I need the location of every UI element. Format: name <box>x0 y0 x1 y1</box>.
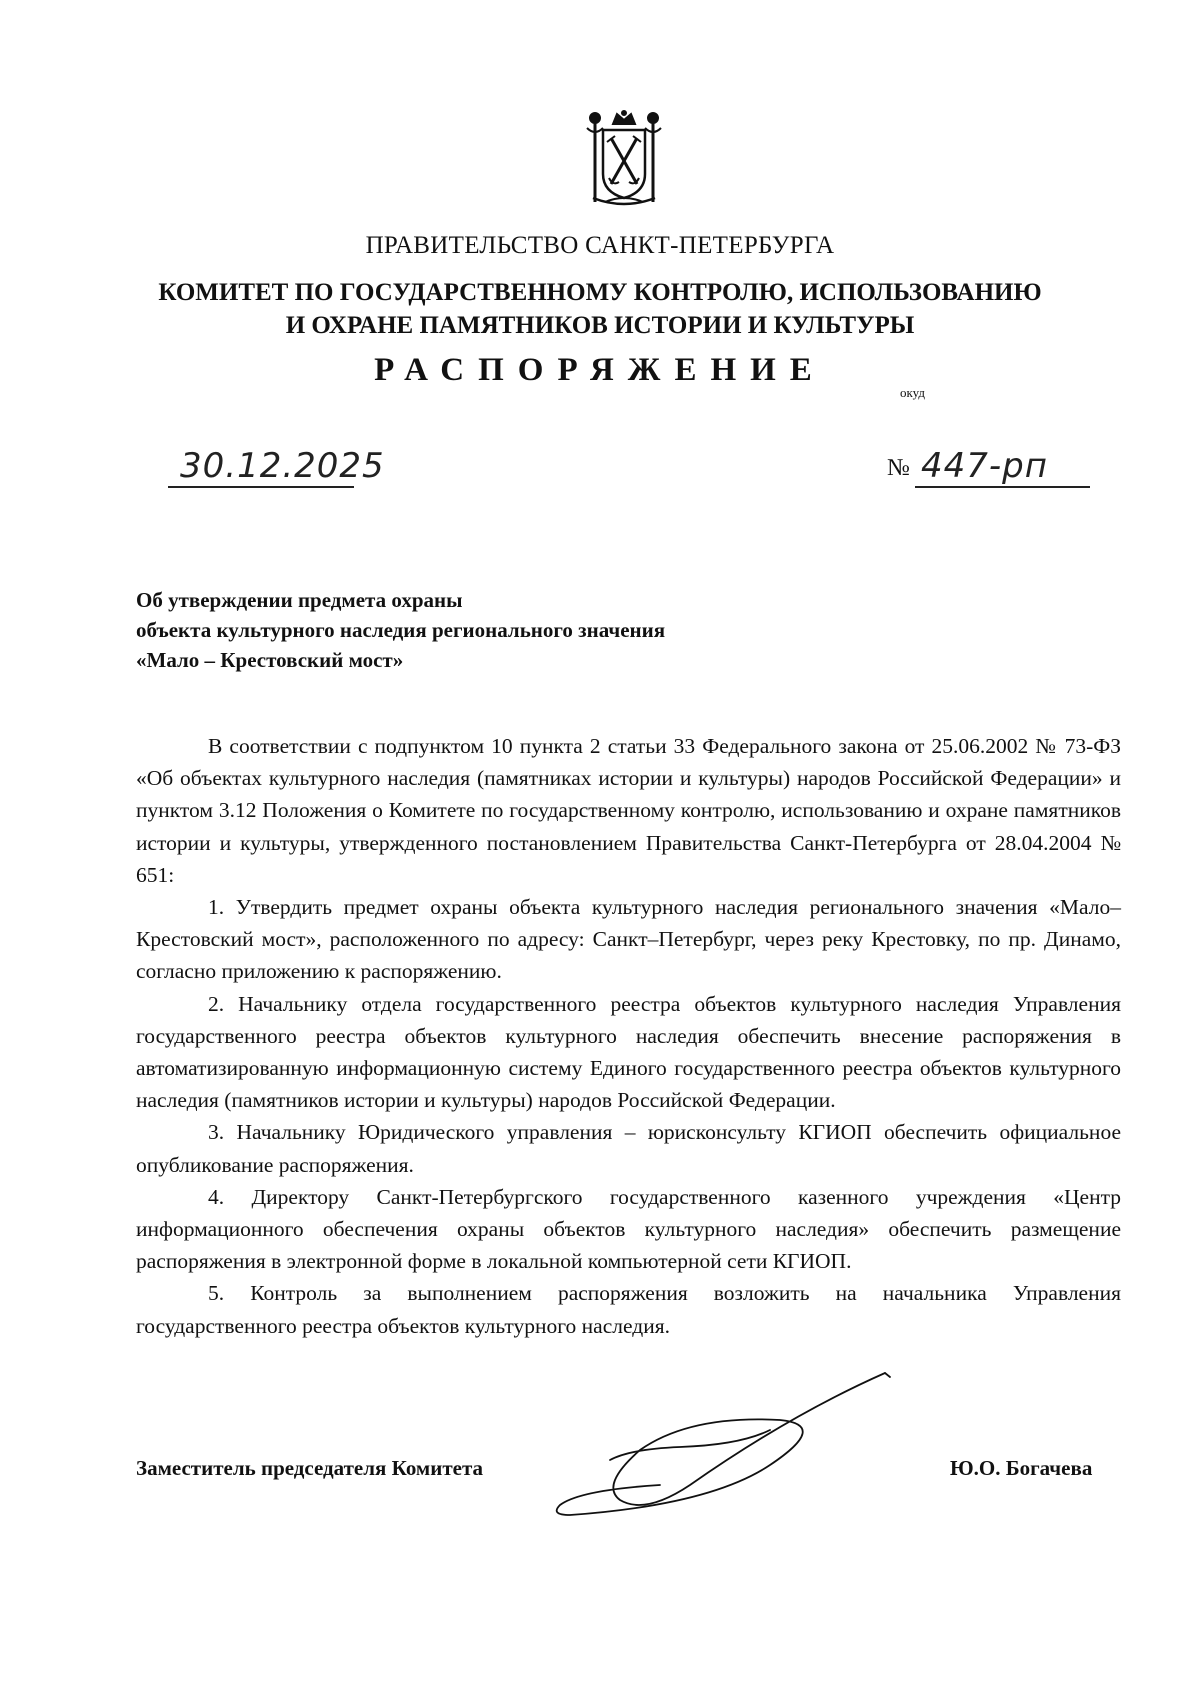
item-paragraph-2: 2. Начальнику отдела государственного реестра объектов культурного наследия Управления государственного реестра объектов культурного наследия обеспечить внесение распоряжения в автоматизированную информационную систему Единого государственного реестра объектов культурного наследия (памятников истории и культуры) народов Российской Федерации. <box>136 991 1121 1113</box>
coat-of-arms-icon <box>583 110 665 210</box>
government-heading: ПРАВИТЕЛЬСТВО САНКТ-ПЕТЕРБУРГА <box>365 232 835 259</box>
item-paragraph-3: 3. Начальнику Юридического управления – юрисконсульту КГИОП обеспечить официальное опубликование распоряжения. <box>136 1120 1121 1177</box>
item-paragraph-5: 5. Контроль за выполнением распоряжения возложить на начальника Управления государственного реестра объектов культурного наследия. <box>136 1281 1121 1338</box>
preamble-paragraph: В соответствии с подпунктом 10 пункта 2 статьи 33 Федерального закона от 25.06.2002 № 73-ФЗ «Об объектах культурного наследия (памятниках истории и культуры) народов Российской Федерации» и пунктом 3.12 Положения о Комитете по государственному контролю, использованию и охране памятников истории и культуры, утвержденного постановлением Правительства Санкт-Петербурга от 28.04.2004 № 651: <box>136 734 1121 887</box>
document-body <box>136 730 1121 1342</box>
handwritten-signature <box>540 1365 920 1525</box>
signatory-title: Заместитель председателя Комитета <box>136 1456 484 1480</box>
number-label: № <box>887 455 910 481</box>
document-date: 30.12.2025 <box>168 446 354 488</box>
committee-heading-line-1: КОМИТЕТ ПО ГОСУДАРСТВЕННОМУ КОНТРОЛЮ, ИСПОЛЬЗОВАНИЮ <box>158 279 1042 306</box>
item-paragraph-4: 4. Директору Санкт-Петербургского государственного казенного учреждения «Центр информационного обеспечения охраны объектов культурного наследия» обеспечить размещение распоряжения в электронной форме в локальной компьютерной сети КГИОП. <box>136 1184 1121 1274</box>
subject-line-1: Об утверждении предмета охраны <box>136 588 463 612</box>
subject-line-2: объекта культурного наследия регионального значения <box>136 618 666 642</box>
document-date-field <box>168 446 385 488</box>
item-paragraph-1: 1. Утвердить предмет охраны объекта культурного наследия регионального значения «Мало–Крестовский мост», расположенного по адресу: Санкт–Петербург, через реку Крестовку, по пр. Динамо, согласно приложению к распоряжению. <box>136 895 1121 984</box>
committee-heading-line-2: И ОХРАНЕ ПАМЯТНИКОВ ИСТОРИИ И КУЛЬТУРЫ <box>285 312 915 339</box>
okud-label: окуд <box>900 385 925 400</box>
committee-heading <box>0 276 1200 342</box>
subject-line-3: «Мало – Крестовский мост» <box>136 648 404 672</box>
document-number-field <box>915 446 1090 488</box>
document-subject <box>136 585 856 675</box>
document-number: 447-рп <box>915 446 1090 488</box>
signatory-name: Ю.О. Богачева <box>950 1456 1093 1480</box>
document-type-heading: РАСПОРЯЖЕНИЕ <box>374 352 826 388</box>
